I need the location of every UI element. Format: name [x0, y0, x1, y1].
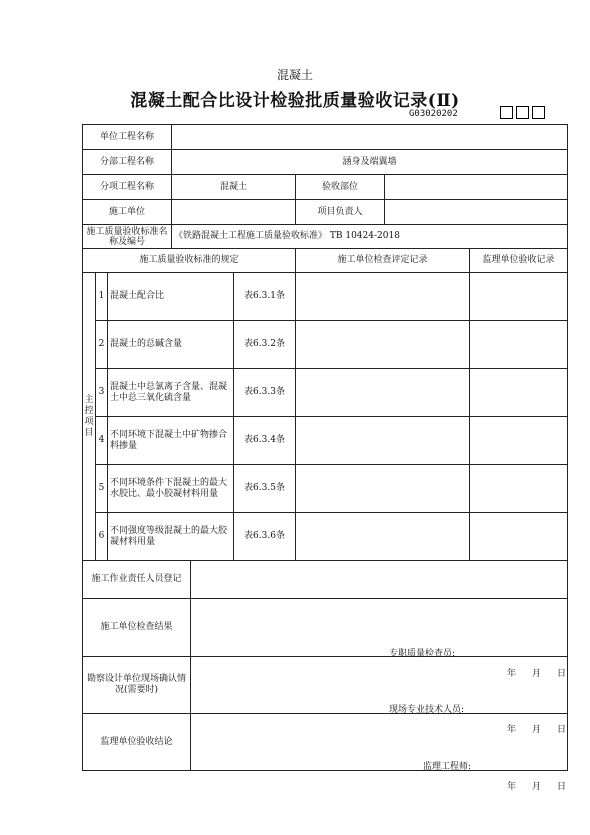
item-number: 5 — [96, 465, 108, 513]
contractor-signer-label: 专职质量检查员: — [389, 648, 456, 659]
item-clause: 表6.3.5条 — [234, 465, 296, 513]
column-header-spec: 施工质量验收标准的规定 — [83, 249, 296, 273]
unit-project-value[interactable] — [172, 125, 568, 150]
day-label: 日 — [557, 782, 567, 792]
item-contractor-record[interactable] — [296, 321, 470, 369]
contractor-label: 施工单位 — [83, 200, 172, 225]
standard-label: 施工质量验收标准名称及编号 — [83, 225, 172, 249]
item-text: 不同环境条件下混凝土的最大水胶比、最小胶凝材料用量 — [108, 465, 234, 513]
design-confirmation-area[interactable] — [191, 657, 568, 735]
inspection-part-label: 验收部位 — [296, 175, 385, 200]
design-signer-label: 现场专业技术人员: — [389, 705, 465, 715]
year-label: 年 — [507, 668, 517, 679]
standard-value: 《铁路混凝土工程施工质量验收标准》 TB 10424-2018 — [172, 225, 568, 249]
item-text: 不同强度等级混凝土的最大胶凝材料用量 — [108, 513, 234, 561]
month-label: 月 — [532, 782, 542, 792]
item-text: 混凝土中总氯离子含量、混凝土中总三氧化硫含量 — [108, 369, 234, 417]
responsible-personnel-label: 施工作业责任人员登记 — [83, 561, 191, 599]
item-supervisor-record[interactable] — [470, 417, 568, 465]
division-value[interactable]: 涵身及端翼墙 — [172, 150, 568, 175]
contractor-result-area[interactable] — [191, 599, 568, 679]
document-title: 混凝土配合比设计检验批质量验收记录(Ⅱ) — [130, 91, 460, 111]
division-label: 分部工程名称 — [83, 150, 172, 175]
item-supervisor-record[interactable] — [470, 273, 568, 321]
month-label: 月 — [532, 668, 542, 679]
item-contractor-record[interactable] — [296, 513, 470, 561]
item-text: 混凝土配合比 — [108, 273, 234, 321]
supervisor-conclusion-area[interactable] — [191, 714, 568, 792]
item-text: 混凝土的总碱含量 — [108, 321, 234, 369]
contractor-value[interactable] — [172, 200, 296, 225]
item-clause: 表6.3.6条 — [234, 513, 296, 561]
item-supervisor-record[interactable] — [470, 465, 568, 513]
day-label: 日 — [557, 668, 567, 679]
item-contractor-record[interactable] — [296, 417, 470, 465]
column-header-supervisor-record: 监理单位验收记录 — [470, 249, 568, 273]
design-date — [491, 725, 566, 736]
item-contractor-record[interactable] — [296, 465, 470, 513]
contractor-result-label: 施工单位检查结果 — [83, 599, 191, 657]
item-contractor-record[interactable] — [296, 369, 470, 417]
item-text: 不同环境下混凝土中矿物掺合料掺量 — [108, 417, 234, 465]
supervisor-signer-label: 监理工程师: — [423, 762, 472, 772]
item-number: 6 — [96, 513, 108, 561]
contractor-date — [491, 669, 566, 680]
code-box-2 — [516, 106, 529, 119]
year-label: 年 — [507, 782, 517, 792]
column-header-contractor-record: 施工单位检查评定记录 — [296, 249, 470, 273]
subdivision-label: 分项工程名称 — [83, 175, 172, 200]
item-clause: 表6.3.1条 — [234, 273, 296, 321]
item-number: 3 — [96, 369, 108, 417]
code-box-1 — [500, 106, 513, 119]
year-label: 年 — [507, 725, 517, 735]
document-category: 混凝土 — [276, 68, 313, 82]
month-label: 月 — [532, 725, 542, 735]
project-manager-value[interactable] — [385, 200, 568, 225]
responsible-personnel-value[interactable] — [191, 561, 568, 599]
item-clause: 表6.3.3条 — [234, 369, 296, 417]
item-number: 1 — [96, 273, 108, 321]
subdivision-value[interactable]: 混凝土 — [172, 175, 296, 200]
item-supervisor-record[interactable] — [470, 321, 568, 369]
item-supervisor-record[interactable] — [470, 513, 568, 561]
unit-project-label: 单位工程名称 — [83, 125, 172, 150]
item-clause: 表6.3.4条 — [234, 417, 296, 465]
code-box-3 — [532, 106, 545, 119]
item-clause: 表6.3.2条 — [234, 321, 296, 369]
item-number: 4 — [96, 417, 108, 465]
inspection-form-table — [82, 124, 568, 792]
supervisor-date — [491, 782, 566, 793]
supervisor-conclusion-label: 监理单位验收结论 — [83, 714, 191, 771]
form-code: G03020202 — [409, 109, 458, 119]
day-label: 日 — [557, 725, 567, 735]
inspection-part-value[interactable] — [385, 175, 568, 200]
item-number: 2 — [96, 321, 108, 369]
item-contractor-record[interactable] — [296, 273, 470, 321]
item-supervisor-record[interactable] — [470, 369, 568, 417]
main-control-label: 主控项目 — [83, 273, 96, 561]
design-confirmation-label: 勘察设计单位现场确认情况(需要时) — [83, 657, 191, 714]
project-manager-label: 项目负责人 — [296, 200, 385, 225]
